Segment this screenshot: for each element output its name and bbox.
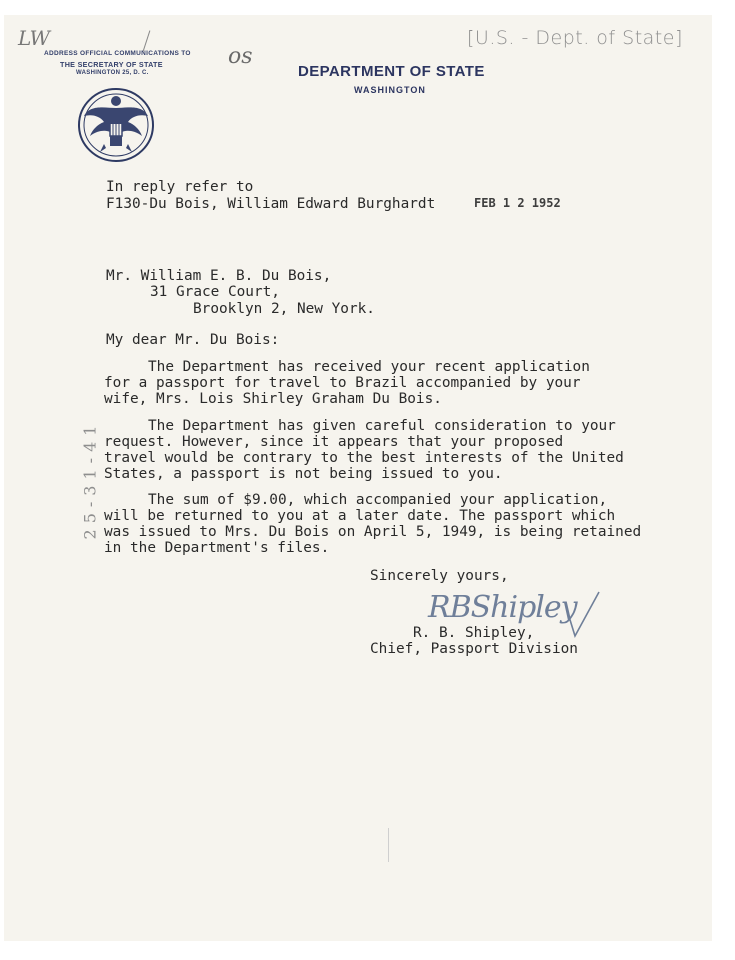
date-stamp: FEB 1 2 1952: [474, 196, 561, 210]
signature-check-mark: [565, 590, 601, 645]
paragraph-line: was issued to Mrs. Du Bois on April 5, 1949, is being retained: [104, 524, 642, 540]
address-line1: Mr. William E. B. Du Bois,: [106, 268, 332, 284]
reference-line1: In reply refer to: [106, 179, 254, 195]
paragraph-line: The sum of $9.00, which accompanied your application,: [148, 492, 608, 508]
reference-line2: F130-Du Bois, William Edward Burghardt: [106, 196, 436, 212]
margin-handwritten-number: 25-31-41: [80, 419, 100, 540]
paragraph-line: The Department has given careful consideration to your: [148, 418, 616, 434]
paragraph-line: The Department has received your recent application: [148, 359, 590, 375]
closing: Sincerely yours,: [370, 568, 509, 584]
handwritten-os-mark: os: [228, 44, 253, 69]
paragraph-line: for a passport for travel to Brazil accompanied by your: [104, 375, 581, 391]
salutation: My dear Mr. Du Bois:: [106, 332, 280, 348]
paragraph-line: in the Department's files.: [104, 540, 330, 556]
department-title: DEPARTMENT OF STATE: [298, 63, 485, 80]
corner-handwritten-mark: LW: [18, 26, 51, 50]
letterhead-address-line2: THE SECRETARY OF STATE: [60, 60, 163, 69]
address-line2: 31 Grace Court,: [150, 284, 280, 300]
paragraph-line: States, a passport is not being issued to you.: [104, 466, 503, 482]
paragraph-line: travel would be contrary to the best interests of the United: [104, 450, 624, 466]
letterhead-address-line1: ADDRESS OFFICIAL COMMUNICATIONS TO: [44, 50, 191, 57]
paragraph-line: request. However, since it appears that your proposed: [104, 434, 564, 450]
faint-pencil-stroke: [388, 828, 389, 862]
letterhead-address-line3: WASHINGTON 25, D. C.: [76, 70, 149, 76]
great-seal-eagle-icon: [76, 86, 156, 169]
archive-note: [U.S. - Dept. of State]: [467, 27, 683, 49]
handwritten-signature: RBShipley: [428, 590, 577, 625]
address-line3: Brooklyn 2, New York.: [193, 301, 375, 317]
paragraph-line: wife, Mrs. Lois Shirley Graham Du Bois.: [104, 391, 442, 407]
paragraph-line: will be returned to you at a later date. The passport which: [104, 508, 616, 524]
signatory-name: R. B. Shipley,: [413, 625, 535, 641]
signatory-title: Chief, Passport Division: [370, 641, 578, 657]
department-city: WASHINGTON: [354, 85, 426, 95]
